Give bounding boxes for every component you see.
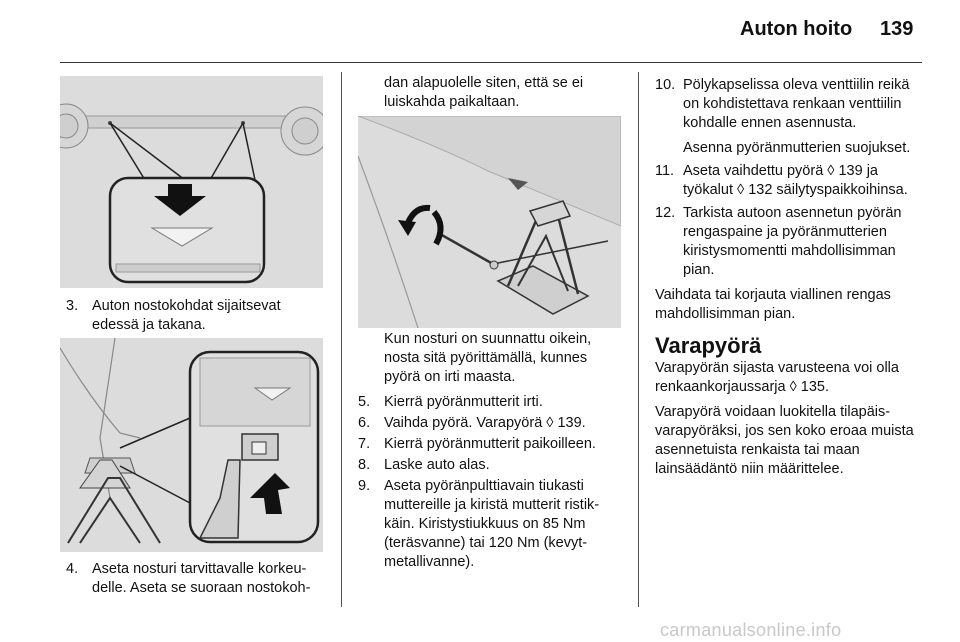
page-number: 139 — [880, 18, 914, 40]
step-number: 8. — [358, 457, 371, 473]
paragraph: Kun nosturi on suunnattu oikein, nosta sitä pyörittämällä, kunnes pyörä on irti maasta. — [384, 331, 592, 385]
step-number: 11. — [655, 163, 675, 179]
list-item — [358, 456, 624, 475]
step-4-continued — [384, 74, 614, 112]
figure-jack-cranking — [358, 116, 621, 328]
header-rule — [60, 62, 922, 63]
step-text: Auton nostokohdat sijaitsevat edessä ja takana. — [92, 298, 281, 333]
step-text: Aseta pyöränpulttiavain tiukasti muttereille ja kiristä mutterit ristikkäin. Kiristystiukkuus on 85 Nm (teräsvanne) tai 120 Nm (kevytmetallivanne). — [384, 478, 600, 570]
step-4 — [66, 560, 331, 600]
section-title: Auton hoito — [740, 18, 853, 40]
figure-jack-position — [60, 338, 323, 552]
list-item — [655, 76, 923, 158]
step-number: 10. — [655, 77, 676, 93]
step-number: 7. — [358, 436, 371, 452]
step-number: 6. — [358, 415, 371, 431]
step-number: 12. — [655, 205, 676, 221]
paragraph: Varapyörä voidaan luokitella tilapäisvarapyöräksi, jos sen koko eroaa muista asennetuista renkaista tai maan lainsäädäntö niin määrittelee. — [655, 404, 914, 477]
procedure-list-continued — [655, 76, 923, 485]
watermark-text: carmanualsonline.info — [660, 620, 842, 640]
step-text: Vaihda pyörä. Varapyörä ◊ 139. — [384, 415, 586, 431]
step-text: Kierrä pyöränmutterit irti. — [384, 394, 543, 410]
step-number: 4. — [66, 561, 79, 577]
list-item — [358, 393, 624, 412]
column-divider-1 — [341, 72, 342, 607]
step-number: 5. — [358, 394, 371, 410]
list-item — [358, 414, 624, 433]
section-heading: Varapyörä — [655, 333, 762, 358]
list-item — [358, 477, 624, 572]
list-item — [655, 162, 923, 200]
step-subtext: Asenna pyöränmutterien suojukset. — [683, 140, 911, 156]
figure-lifting-points — [60, 76, 323, 288]
procedure-list — [358, 330, 624, 574]
note-paragraph: Vaihdata tai korjauta viallinen rengas mahdollisimman pian. — [655, 287, 891, 322]
step-3 — [66, 297, 331, 337]
paragraph: Varapyörän sijasta varusteena voi olla renkaankorjaussarja ◊ 135. — [655, 360, 899, 395]
list-item — [655, 204, 923, 280]
step-text: Aseta vaihdettu pyörä ◊ 139 ja työkalut ◊ 132 säilytyspaikkoihinsa. — [683, 163, 908, 198]
paragraph: dan alapuolelle siten, että se ei luiskahda paikaltaan. — [384, 75, 584, 110]
step-text: Pölykapselissa oleva venttiilin reikä on kohdistettava renkaan venttiilin kohdalle ennen asennusta. — [683, 77, 910, 131]
column-divider-2 — [638, 72, 639, 607]
step-text: Laske auto alas. — [384, 457, 490, 473]
list-item — [358, 435, 624, 454]
step-text: Tarkista autoon asennetun pyörän rengaspaine ja pyöränmutterien kiristysmomentti mahdollisimman pian. — [683, 205, 902, 278]
step-text: Aseta nosturi tarvittavalle korkeudelle. Aseta se suoraan nostokoh- — [92, 561, 311, 596]
step-number: 3. — [66, 298, 79, 314]
step-number: 9. — [358, 478, 371, 494]
step-text: Kierrä pyöränmutterit paikoilleen. — [384, 436, 596, 452]
